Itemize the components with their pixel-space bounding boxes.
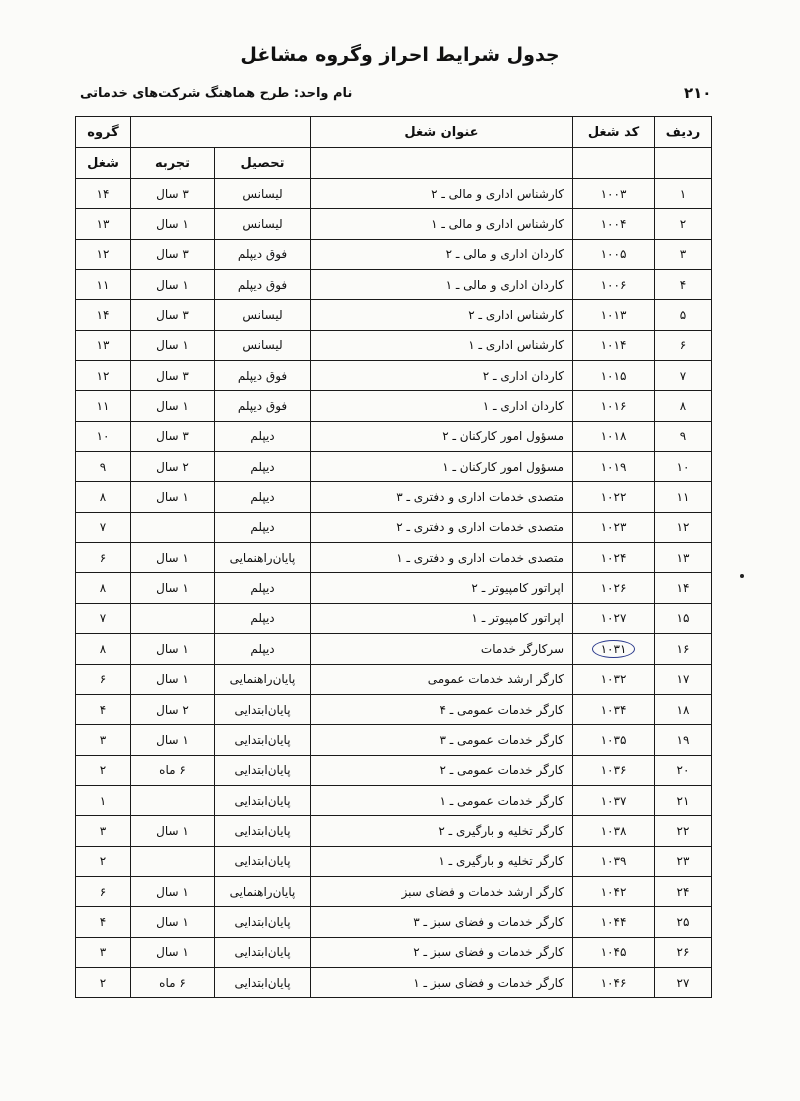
table-row [76,391,712,421]
cell-code: ۱۰۱۶ [573,391,655,421]
cell-code: ۱۰۴۴ [573,907,655,937]
cell-title: مسؤول امور کارکنان ـ ۱ [311,452,573,482]
cell-code: ۱۰۰۳ [573,179,655,209]
header-education: تحصیل [215,148,311,179]
cell-group: ۸ [76,634,131,664]
header-row-1 [76,117,712,148]
cell-group: ۱۲ [76,239,131,269]
cell-education: فوق دیپلم [215,391,311,421]
cell-group: ۴ [76,907,131,937]
cell-group: ۴ [76,694,131,724]
cell-title: متصدی خدمات اداری و دفتری ـ ۳ [311,482,573,512]
table-row [76,512,712,542]
cell-group: ۱۳ [76,209,131,239]
cell-group: ۶ [76,543,131,573]
cell-title: کارگر خدمات و فضای سبز ـ ۳ [311,907,573,937]
cell-row: ۶ [655,330,712,360]
cell-row: ۳ [655,239,712,269]
cell-education: پایان‌ابتدایی [215,816,311,846]
cell-row: ۴ [655,270,712,300]
cell-education: فوق دیپلم [215,361,311,391]
cell-code: ۱۰۰۴ [573,209,655,239]
cell-education: پایان‌ابتدایی [215,785,311,815]
cell-experience: ۱ سال [131,634,215,664]
cell-group: ۶ [76,664,131,694]
circled-code: ۱۰۳۱ [592,640,636,658]
cell-group: ۷ [76,512,131,542]
cell-title: اپراتور کامپیوتر ـ ۲ [311,573,573,603]
table-row [76,421,712,451]
header-group-line2: شغل [76,148,131,179]
cell-education: پایان‌ابتدایی [215,755,311,785]
cell-group: ۱۱ [76,270,131,300]
cell-group: ۶ [76,876,131,906]
table-row [76,361,712,391]
page-title: جدول شرایط احراز وگروه مشاغل [240,44,560,66]
table-row [76,634,712,664]
cell-title: اپراتور کامپیوتر ـ ۱ [311,603,573,633]
table-row [76,816,712,846]
cell-group: ۷ [76,603,131,633]
cell-code: ۱۰۴۶ [573,967,655,997]
cell-row: ۱۷ [655,664,712,694]
cell-code [573,634,655,664]
table-row [76,452,712,482]
cell-group: ۱۱ [76,391,131,421]
cell-code: ۱۰۳۹ [573,846,655,876]
cell-row: ۱۶ [655,634,712,664]
table-row [76,846,712,876]
table-row [76,937,712,967]
cell-title: کارگر خدمات عمومی ـ ۱ [311,785,573,815]
cell-title: کارگر خدمات عمومی ـ ۳ [311,725,573,755]
table-row [76,907,712,937]
cell-education: پایان‌راهنمایی [215,876,311,906]
cell-experience: ۲ سال [131,694,215,724]
cell-row: ۵ [655,300,712,330]
cell-title: کاردان اداری و مالی ـ ۲ [311,239,573,269]
cell-code: ۱۰۳۴ [573,694,655,724]
cell-code: ۱۰۲۶ [573,573,655,603]
cell-education: پایان‌ابتدایی [215,967,311,997]
cell-row: ۲۰ [655,755,712,785]
cell-row: ۱۸ [655,694,712,724]
cell-title: کارگر خدمات عمومی ـ ۲ [311,755,573,785]
cell-group: ۱۲ [76,361,131,391]
cell-experience: ۱ سال [131,270,215,300]
header-row: ردیف [655,117,712,148]
page-number: ۲۱۰ [684,84,712,102]
header-requirements-blank [131,117,311,148]
cell-education: فوق دیپلم [215,270,311,300]
cell-experience: ۱ سال [131,482,215,512]
cell-row: ۸ [655,391,712,421]
cell-title: متصدی خدمات اداری و دفتری ـ ۲ [311,512,573,542]
table-row [76,603,712,633]
cell-row: ۲۷ [655,967,712,997]
cell-code: ۱۰۲۳ [573,512,655,542]
cell-row: ۱۵ [655,603,712,633]
header-row-2 [76,148,712,179]
table-row [76,179,712,209]
header-row-blank [655,148,712,179]
cell-experience: ۱ سال [131,816,215,846]
header-experience: تجربه [131,148,215,179]
cell-experience: ۱ سال [131,391,215,421]
cell-row: ۲۶ [655,937,712,967]
cell-group: ۸ [76,573,131,603]
cell-code: ۱۰۴۲ [573,876,655,906]
cell-education: دیپلم [215,573,311,603]
table-row [76,209,712,239]
cell-experience: ۱ سال [131,209,215,239]
cell-experience [131,785,215,815]
cell-title: کارگر خدمات و فضای سبز ـ ۲ [311,937,573,967]
cell-row: ۲۳ [655,846,712,876]
cell-group: ۲ [76,967,131,997]
cell-title: کاردان اداری ـ ۲ [311,361,573,391]
cell-education: دیپلم [215,452,311,482]
cell-group: ۲ [76,755,131,785]
table-row [76,967,712,997]
cell-education: لیسانس [215,300,311,330]
cell-experience: ۱ سال [131,543,215,573]
cell-education: پایان‌ابتدایی [215,937,311,967]
cell-title: کارگر خدمات عمومی ـ ۴ [311,694,573,724]
cell-title: کارگر تخلیه و بارگیری ـ ۱ [311,846,573,876]
cell-code: ۱۰۱۹ [573,452,655,482]
cell-group: ۳ [76,725,131,755]
cell-title: سرکارگر خدمات [311,634,573,664]
cell-title: کارگر ارشد خدمات و فضای سبز [311,876,573,906]
cell-group: ۱۴ [76,179,131,209]
table-row [76,876,712,906]
cell-code: ۱۰۳۵ [573,725,655,755]
cell-code: ۱۰۱۴ [573,330,655,360]
cell-title: کارگر خدمات و فضای سبز ـ ۱ [311,967,573,997]
cell-code: ۱۰۲۲ [573,482,655,512]
table-row [76,300,712,330]
cell-group: ۸ [76,482,131,512]
table-row [76,755,712,785]
cell-code: ۱۰۳۶ [573,755,655,785]
cell-education: دیپلم [215,603,311,633]
cell-title: کاردان اداری ـ ۱ [311,391,573,421]
cell-experience: ۳ سال [131,300,215,330]
unit-name: نام واحد: طرح هماهنگ شرکت‌های خدماتی [80,86,353,101]
cell-education: دیپلم [215,634,311,664]
cell-title: کارشناس اداری ـ ۲ [311,300,573,330]
table-row [76,239,712,269]
cell-education: پایان‌راهنمایی [215,543,311,573]
cell-experience: ۱ سال [131,573,215,603]
cell-group: ۱۴ [76,300,131,330]
cell-experience: ۳ سال [131,421,215,451]
cell-code: ۱۰۰۵ [573,239,655,269]
cell-experience [131,603,215,633]
cell-row: ۱۹ [655,725,712,755]
table-row [76,664,712,694]
cell-code: ۱۰۲۷ [573,603,655,633]
cell-education: پایان‌ابتدایی [215,694,311,724]
cell-experience: ۶ ماه [131,755,215,785]
cell-row: ۱ [655,179,712,209]
table-row [76,785,712,815]
table-row [76,725,712,755]
cell-education: دیپلم [215,512,311,542]
cell-experience: ۱ سال [131,330,215,360]
cell-group: ۳ [76,937,131,967]
header-code: کد شغل [573,117,655,148]
table-row [76,482,712,512]
cell-group: ۳ [76,816,131,846]
cell-education: فوق دیپلم [215,239,311,269]
cell-education: لیسانس [215,330,311,360]
cell-education: پایان‌راهنمایی [215,664,311,694]
table-row [76,330,712,360]
cell-title: کارگر تخلیه و بارگیری ـ ۲ [311,816,573,846]
cell-row: ۲۱ [655,785,712,815]
table-row [76,270,712,300]
cell-code: ۱۰۲۴ [573,543,655,573]
jobs-table [75,116,712,998]
cell-row: ۱۱ [655,482,712,512]
cell-experience: ۱ سال [131,664,215,694]
cell-row: ۲۵ [655,907,712,937]
header-title-blank [311,148,573,179]
cell-row: ۱۳ [655,543,712,573]
cell-education: پایان‌ابتدایی [215,846,311,876]
cell-row: ۷ [655,361,712,391]
cell-experience: ۲ سال [131,452,215,482]
cell-code: ۱۰۴۵ [573,937,655,967]
table-row [76,694,712,724]
cell-experience: ۶ ماه [131,967,215,997]
cell-group: ۱ [76,785,131,815]
table-body [76,179,712,998]
cell-code: ۱۰۱۵ [573,361,655,391]
cell-education: دیپلم [215,482,311,512]
cell-row: ۲ [655,209,712,239]
header-group-line1: گروه [76,117,131,148]
cell-title: کارگر ارشد خدمات عمومی [311,664,573,694]
cell-group: ۹ [76,452,131,482]
cell-code: ۱۰۳۲ [573,664,655,694]
cell-group: ۱۰ [76,421,131,451]
cell-row: ۱۲ [655,512,712,542]
cell-experience [131,512,215,542]
cell-education: لیسانس [215,209,311,239]
cell-row: ۲۲ [655,816,712,846]
cell-experience: ۳ سال [131,239,215,269]
cell-title: کارشناس اداری ـ ۱ [311,330,573,360]
table-row [76,543,712,573]
cell-experience [131,846,215,876]
cell-group: ۲ [76,846,131,876]
header-job-title: عنوان شغل [311,117,573,148]
cell-title: کاردان اداری و مالی ـ ۱ [311,270,573,300]
cell-row: ۲۴ [655,876,712,906]
cell-education: پایان‌ابتدایی [215,907,311,937]
cell-experience: ۱ سال [131,876,215,906]
cell-title: کارشناس اداری و مالی ـ ۱ [311,209,573,239]
cell-title: متصدی خدمات اداری و دفتری ـ ۱ [311,543,573,573]
cell-experience: ۱ سال [131,937,215,967]
cell-code: ۱۰۳۷ [573,785,655,815]
cell-row: ۱۴ [655,573,712,603]
cell-row: ۱۰ [655,452,712,482]
cell-education: پایان‌ابتدایی [215,725,311,755]
cell-education: لیسانس [215,179,311,209]
cell-title: کارشناس اداری و مالی ـ ۲ [311,179,573,209]
cell-experience: ۳ سال [131,179,215,209]
cell-experience: ۱ سال [131,725,215,755]
cell-group: ۱۳ [76,330,131,360]
cell-experience: ۱ سال [131,907,215,937]
cell-code: ۱۰۰۶ [573,270,655,300]
header-code-blank [573,148,655,179]
table-row [76,573,712,603]
cell-title: مسؤول امور کارکنان ـ ۲ [311,421,573,451]
cell-code: ۱۰۳۸ [573,816,655,846]
margin-dot [740,574,744,578]
cell-experience: ۳ سال [131,361,215,391]
cell-code: ۱۰۱۸ [573,421,655,451]
cell-code: ۱۰۱۳ [573,300,655,330]
cell-education: دیپلم [215,421,311,451]
cell-row: ۹ [655,421,712,451]
